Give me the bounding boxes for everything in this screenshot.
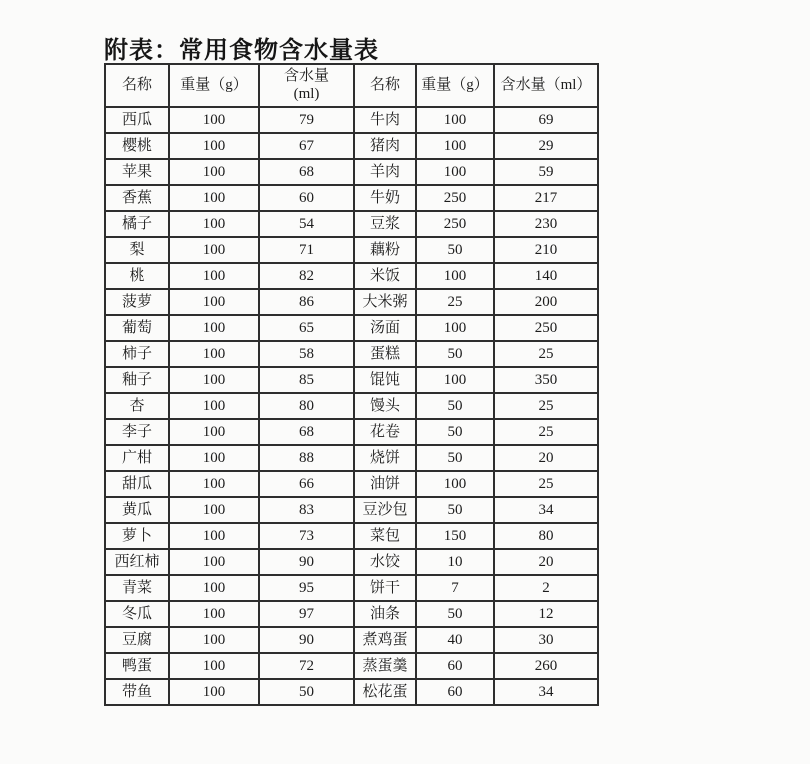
table-row — [105, 523, 598, 549]
food-name-cell: 西红柿 — [105, 549, 169, 575]
weight-cell: 150 — [416, 523, 494, 549]
food-name-cell: 蛋糕 — [354, 341, 416, 367]
water-content-table — [104, 63, 599, 706]
weight-cell: 100 — [416, 107, 494, 133]
food-name-cell: 藕粉 — [354, 237, 416, 263]
food-name-cell: 甜瓜 — [105, 471, 169, 497]
water-content-cell: 83 — [259, 497, 354, 523]
table-body — [105, 107, 598, 705]
food-name-cell: 杏 — [105, 393, 169, 419]
weight-cell: 100 — [169, 471, 259, 497]
weight-cell: 100 — [169, 289, 259, 315]
weight-cell: 100 — [169, 575, 259, 601]
water-content-cell: 29 — [494, 133, 598, 159]
table-row — [105, 575, 598, 601]
water-content-cell: 95 — [259, 575, 354, 601]
water-content-cell: 25 — [494, 471, 598, 497]
column-header — [259, 64, 354, 107]
table-row — [105, 159, 598, 185]
table-header-row — [105, 64, 598, 107]
food-name-cell: 猪肉 — [354, 133, 416, 159]
weight-cell: 100 — [169, 601, 259, 627]
food-name-cell: 松花蛋 — [354, 679, 416, 705]
weight-cell: 100 — [169, 315, 259, 341]
water-content-cell: 68 — [259, 419, 354, 445]
table-row — [105, 445, 598, 471]
water-content-cell: 66 — [259, 471, 354, 497]
weight-cell: 100 — [169, 263, 259, 289]
water-content-cell: 88 — [259, 445, 354, 471]
water-content-cell: 25 — [494, 393, 598, 419]
food-name-cell: 蒸蛋羹 — [354, 653, 416, 679]
column-header: 名称 — [105, 64, 169, 107]
food-name-cell: 梨 — [105, 237, 169, 263]
food-name-cell: 馒头 — [354, 393, 416, 419]
table-row — [105, 107, 598, 133]
weight-cell: 100 — [169, 653, 259, 679]
table-row — [105, 471, 598, 497]
weight-cell: 100 — [169, 133, 259, 159]
water-content-cell: 50 — [259, 679, 354, 705]
water-content-cell: 140 — [494, 263, 598, 289]
weight-cell: 60 — [416, 679, 494, 705]
table-row — [105, 133, 598, 159]
weight-cell: 50 — [416, 445, 494, 471]
food-name-cell: 花卷 — [354, 419, 416, 445]
column-header-line: 含水量 — [283, 68, 329, 85]
weight-cell: 250 — [416, 211, 494, 237]
table-row — [105, 289, 598, 315]
food-name-cell: 香蕉 — [105, 185, 169, 211]
weight-cell: 100 — [169, 185, 259, 211]
weight-cell: 50 — [416, 497, 494, 523]
food-name-cell: 牛奶 — [354, 185, 416, 211]
water-content-cell: 30 — [494, 627, 598, 653]
food-name-cell: 樱桃 — [105, 133, 169, 159]
table-row — [105, 341, 598, 367]
weight-cell: 100 — [169, 211, 259, 237]
weight-cell: 50 — [416, 341, 494, 367]
food-name-cell: 牛肉 — [354, 107, 416, 133]
food-name-cell: 菜包 — [354, 523, 416, 549]
food-name-cell: 油饼 — [354, 471, 416, 497]
food-name-cell: 黄瓜 — [105, 497, 169, 523]
table-row — [105, 627, 598, 653]
water-content-cell: 25 — [494, 341, 598, 367]
weight-cell: 100 — [169, 419, 259, 445]
food-name-cell: 李子 — [105, 419, 169, 445]
table-row — [105, 653, 598, 679]
water-content-cell: 25 — [494, 419, 598, 445]
column-header-line: (ml) — [293, 85, 320, 102]
column-header: 含水量（ml） — [494, 64, 598, 107]
water-content-cell: 20 — [494, 549, 598, 575]
food-name-cell: 烧饼 — [354, 445, 416, 471]
weight-cell: 100 — [416, 263, 494, 289]
column-header: 重量（g） — [169, 64, 259, 107]
header-row — [105, 64, 598, 107]
food-name-cell: 葡萄 — [105, 315, 169, 341]
water-content-cell: 80 — [494, 523, 598, 549]
water-content-cell: 72 — [259, 653, 354, 679]
water-content-cell: 217 — [494, 185, 598, 211]
weight-cell: 100 — [416, 159, 494, 185]
food-name-cell: 桃 — [105, 263, 169, 289]
food-name-cell: 羊肉 — [354, 159, 416, 185]
water-content-cell: 82 — [259, 263, 354, 289]
food-name-cell: 苹果 — [105, 159, 169, 185]
water-content-cell: 260 — [494, 653, 598, 679]
column-header: 重量（g） — [416, 64, 494, 107]
water-content-cell: 200 — [494, 289, 598, 315]
table-row — [105, 315, 598, 341]
water-content-cell: 86 — [259, 289, 354, 315]
food-name-cell: 萝卜 — [105, 523, 169, 549]
food-name-cell: 冬瓜 — [105, 601, 169, 627]
water-content-cell: 85 — [259, 367, 354, 393]
food-name-cell: 水饺 — [354, 549, 416, 575]
food-name-cell: 釉子 — [105, 367, 169, 393]
weight-cell: 50 — [416, 419, 494, 445]
page-title: 附表：常用食物含水量表 — [104, 37, 379, 64]
food-name-cell: 汤面 — [354, 315, 416, 341]
water-content-cell: 79 — [259, 107, 354, 133]
water-content-cell: 230 — [494, 211, 598, 237]
table-row — [105, 393, 598, 419]
table-row — [105, 497, 598, 523]
weight-cell: 100 — [169, 627, 259, 653]
water-content-cell: 2 — [494, 575, 598, 601]
weight-cell: 100 — [169, 497, 259, 523]
weight-cell: 40 — [416, 627, 494, 653]
water-content-cell: 250 — [494, 315, 598, 341]
water-content-cell: 58 — [259, 341, 354, 367]
food-name-cell: 带鱼 — [105, 679, 169, 705]
weight-cell: 100 — [169, 445, 259, 471]
water-content-cell: 67 — [259, 133, 354, 159]
weight-cell: 100 — [169, 107, 259, 133]
weight-cell: 7 — [416, 575, 494, 601]
food-name-cell: 饼干 — [354, 575, 416, 601]
weight-cell: 100 — [169, 367, 259, 393]
table-row — [105, 419, 598, 445]
weight-cell: 100 — [169, 523, 259, 549]
table-row — [105, 185, 598, 211]
weight-cell: 100 — [169, 159, 259, 185]
food-name-cell: 豆沙包 — [354, 497, 416, 523]
water-content-cell: 73 — [259, 523, 354, 549]
food-name-cell: 鸭蛋 — [105, 653, 169, 679]
weight-cell: 50 — [416, 237, 494, 263]
water-content-cell: 34 — [494, 679, 598, 705]
weight-cell: 100 — [169, 341, 259, 367]
weight-cell: 50 — [416, 393, 494, 419]
weight-cell: 100 — [416, 315, 494, 341]
water-content-cell: 59 — [494, 159, 598, 185]
water-content-cell: 80 — [259, 393, 354, 419]
food-name-cell: 广柑 — [105, 445, 169, 471]
food-name-cell: 大米粥 — [354, 289, 416, 315]
water-content-cell: 60 — [259, 185, 354, 211]
weight-cell: 100 — [416, 367, 494, 393]
water-content-cell: 69 — [494, 107, 598, 133]
weight-cell: 25 — [416, 289, 494, 315]
food-name-cell: 米饭 — [354, 263, 416, 289]
table-row — [105, 237, 598, 263]
water-content-cell: 90 — [259, 549, 354, 575]
weight-cell: 250 — [416, 185, 494, 211]
column-header: 名称 — [354, 64, 416, 107]
water-content-cell: 97 — [259, 601, 354, 627]
food-name-cell: 豆浆 — [354, 211, 416, 237]
table-row — [105, 367, 598, 393]
food-name-cell: 油条 — [354, 601, 416, 627]
weight-cell: 60 — [416, 653, 494, 679]
water-content-cell: 65 — [259, 315, 354, 341]
food-name-cell: 青菜 — [105, 575, 169, 601]
table-row — [105, 549, 598, 575]
weight-cell: 100 — [169, 237, 259, 263]
water-content-cell: 34 — [494, 497, 598, 523]
weight-cell: 50 — [416, 601, 494, 627]
weight-cell: 100 — [169, 679, 259, 705]
food-name-cell: 西瓜 — [105, 107, 169, 133]
table-row — [105, 601, 598, 627]
weight-cell: 10 — [416, 549, 494, 575]
water-content-cell: 71 — [259, 237, 354, 263]
water-content-cell: 350 — [494, 367, 598, 393]
food-name-cell: 橘子 — [105, 211, 169, 237]
weight-cell: 100 — [169, 549, 259, 575]
food-name-cell: 馄饨 — [354, 367, 416, 393]
water-content-cell: 210 — [494, 237, 598, 263]
water-content-cell: 20 — [494, 445, 598, 471]
food-name-cell: 菠萝 — [105, 289, 169, 315]
water-content-cell: 90 — [259, 627, 354, 653]
table-row — [105, 211, 598, 237]
water-content-cell: 54 — [259, 211, 354, 237]
weight-cell: 100 — [416, 133, 494, 159]
weight-cell: 100 — [169, 393, 259, 419]
table-row — [105, 679, 598, 705]
water-content-cell: 68 — [259, 159, 354, 185]
table-row — [105, 263, 598, 289]
food-name-cell: 豆腐 — [105, 627, 169, 653]
food-name-cell: 煮鸡蛋 — [354, 627, 416, 653]
water-content-cell: 12 — [494, 601, 598, 627]
weight-cell: 100 — [416, 471, 494, 497]
food-name-cell: 柿子 — [105, 341, 169, 367]
